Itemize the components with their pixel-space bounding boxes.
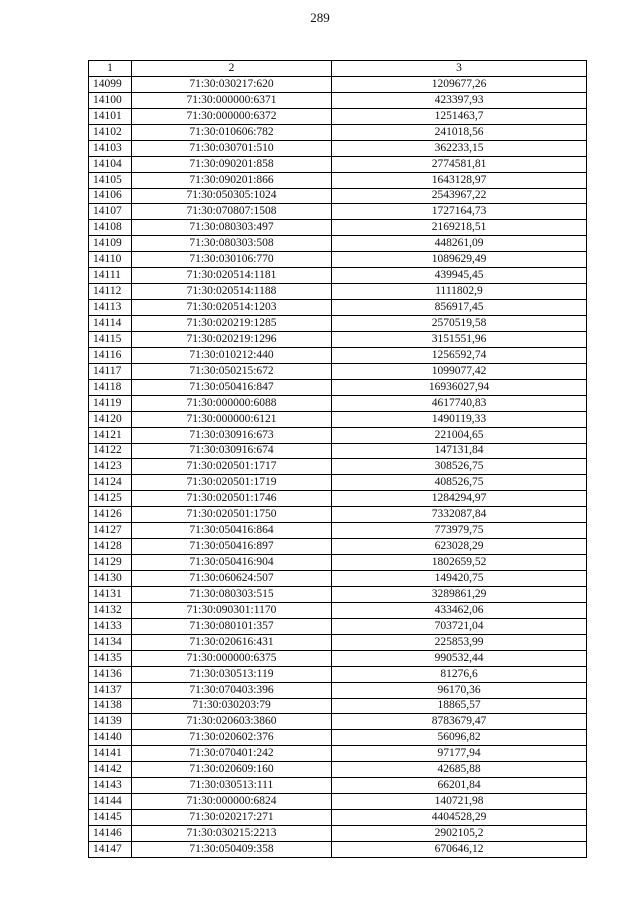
- cadastral-number-cell: 71:30:010606:782: [132, 124, 332, 140]
- table-row: [89, 236, 587, 252]
- row-number-cell: 14128: [89, 539, 132, 555]
- row-number-cell: 14133: [89, 618, 132, 634]
- table-row: [89, 140, 587, 156]
- value-cell: 4617740,83: [332, 395, 587, 411]
- row-number-cell: 14106: [89, 188, 132, 204]
- table-row: [89, 666, 587, 682]
- value-cell: 18865,57: [332, 698, 587, 714]
- row-number-cell: 14120: [89, 411, 132, 427]
- cadastral-number-cell: 71:30:080303:508: [132, 236, 332, 252]
- table-row: [89, 762, 587, 778]
- table-row: [89, 411, 587, 427]
- row-number-cell: 14129: [89, 555, 132, 571]
- table-row: [89, 331, 587, 347]
- cadastral-number-cell: 71:30:090301:1170: [132, 602, 332, 618]
- row-number-cell: 14130: [89, 571, 132, 587]
- row-number-cell: 14103: [89, 140, 132, 156]
- row-number-cell: 14107: [89, 204, 132, 220]
- value-cell: 1284294,97: [332, 491, 587, 507]
- cadastral-number-cell: 71:30:030701:510: [132, 140, 332, 156]
- value-cell: 1099077,42: [332, 363, 587, 379]
- row-number-cell: 14123: [89, 459, 132, 475]
- value-cell: 856917,45: [332, 300, 587, 316]
- header-row: [89, 61, 587, 77]
- value-cell: 1209677,26: [332, 76, 587, 92]
- table-row: [89, 618, 587, 634]
- cadastral-number-cell: 71:30:000000:6824: [132, 794, 332, 810]
- table-body: [89, 76, 587, 857]
- row-number-cell: 14111: [89, 268, 132, 284]
- value-cell: 362233,15: [332, 140, 587, 156]
- cadastral-number-cell: 71:30:030513:119: [132, 666, 332, 682]
- table-row: [89, 602, 587, 618]
- table-row: [89, 76, 587, 92]
- value-cell: 408526,75: [332, 475, 587, 491]
- cadastral-number-cell: 71:30:050416:904: [132, 555, 332, 571]
- table-row: [89, 379, 587, 395]
- value-cell: 1643128,97: [332, 172, 587, 188]
- row-number-cell: 14104: [89, 156, 132, 172]
- table-row: [89, 491, 587, 507]
- table-row: [89, 714, 587, 730]
- row-number-cell: 14118: [89, 379, 132, 395]
- row-number-cell: 14131: [89, 586, 132, 602]
- register-table: [88, 60, 587, 858]
- cadastral-number-cell: 71:30:020217:271: [132, 810, 332, 826]
- cadastral-number-cell: 71:30:050416:864: [132, 523, 332, 539]
- table-row: [89, 220, 587, 236]
- value-cell: 221004,65: [332, 427, 587, 443]
- cadastral-number-cell: 71:30:030215:2213: [132, 826, 332, 842]
- value-cell: 1490119,33: [332, 411, 587, 427]
- table-row: [89, 634, 587, 650]
- value-cell: 2902105,2: [332, 826, 587, 842]
- row-number-cell: 14119: [89, 395, 132, 411]
- value-cell: 225853,99: [332, 634, 587, 650]
- value-cell: 2570519,58: [332, 316, 587, 332]
- table-row: [89, 810, 587, 826]
- cadastral-number-cell: 71:30:000000:6088: [132, 395, 332, 411]
- cadastral-number-cell: 71:30:000000:6372: [132, 108, 332, 124]
- table-row: [89, 347, 587, 363]
- row-number-cell: 14126: [89, 507, 132, 523]
- value-cell: 42685,88: [332, 762, 587, 778]
- table-row: [89, 459, 587, 475]
- value-cell: 2543967,22: [332, 188, 587, 204]
- value-cell: 96170,36: [332, 682, 587, 698]
- value-cell: 1251463,7: [332, 108, 587, 124]
- value-cell: 2774581,81: [332, 156, 587, 172]
- table-header: [89, 61, 587, 77]
- value-cell: 97177,94: [332, 746, 587, 762]
- table-row: [89, 539, 587, 555]
- table-row: [89, 730, 587, 746]
- table-row: [89, 427, 587, 443]
- cadastral-number-cell: 71:30:080101:357: [132, 618, 332, 634]
- value-cell: 3289861,29: [332, 586, 587, 602]
- table-row: [89, 252, 587, 268]
- row-number-cell: 14137: [89, 682, 132, 698]
- table-row: [89, 586, 587, 602]
- table-row: [89, 300, 587, 316]
- value-cell: 4404528,29: [332, 810, 587, 826]
- value-cell: 1256592,74: [332, 347, 587, 363]
- value-cell: 308526,75: [332, 459, 587, 475]
- value-cell: 16936027,94: [332, 379, 587, 395]
- table-row: [89, 363, 587, 379]
- row-number-cell: 14146: [89, 826, 132, 842]
- row-number-cell: 14122: [89, 443, 132, 459]
- cadastral-number-cell: 71:30:090201:866: [132, 172, 332, 188]
- value-cell: 241018,56: [332, 124, 587, 140]
- value-cell: 670646,12: [332, 841, 587, 857]
- row-number-cell: 14100: [89, 92, 132, 108]
- row-number-cell: 14105: [89, 172, 132, 188]
- cadastral-number-cell: 71:30:020219:1296: [132, 331, 332, 347]
- row-number-cell: 14121: [89, 427, 132, 443]
- row-number-cell: 14099: [89, 76, 132, 92]
- cadastral-number-cell: 71:30:030203:79: [132, 698, 332, 714]
- cadastral-number-cell: 71:30:030916:673: [132, 427, 332, 443]
- table-row: [89, 746, 587, 762]
- table-row: [89, 108, 587, 124]
- column-header-1: 1: [89, 61, 132, 77]
- column-header-2: 2: [132, 61, 332, 77]
- value-cell: 448261,09: [332, 236, 587, 252]
- value-cell: 773979,75: [332, 523, 587, 539]
- row-number-cell: 14115: [89, 331, 132, 347]
- cadastral-number-cell: 71:30:050416:847: [132, 379, 332, 395]
- cadastral-number-cell: 71:30:000000:6375: [132, 650, 332, 666]
- cadastral-number-cell: 71:30:020514:1203: [132, 300, 332, 316]
- table-row: [89, 523, 587, 539]
- row-number-cell: 14102: [89, 124, 132, 140]
- value-cell: 2169218,51: [332, 220, 587, 236]
- row-number-cell: 14144: [89, 794, 132, 810]
- table-row: [89, 172, 587, 188]
- row-number-cell: 14138: [89, 698, 132, 714]
- cadastral-number-cell: 71:30:080303:497: [132, 220, 332, 236]
- value-cell: 623028,29: [332, 539, 587, 555]
- row-number-cell: 14140: [89, 730, 132, 746]
- value-cell: 3151551,96: [332, 331, 587, 347]
- cadastral-number-cell: 71:30:060624:507: [132, 571, 332, 587]
- cadastral-number-cell: 71:30:000000:6121: [132, 411, 332, 427]
- cadastral-number-cell: 71:30:020219:1285: [132, 316, 332, 332]
- row-number-cell: 14101: [89, 108, 132, 124]
- row-number-cell: 14136: [89, 666, 132, 682]
- cadastral-number-cell: 71:30:010212:440: [132, 347, 332, 363]
- value-cell: 1111802,9: [332, 284, 587, 300]
- table-row: [89, 204, 587, 220]
- row-number-cell: 14116: [89, 347, 132, 363]
- cadastral-number-cell: 71:30:050215:672: [132, 363, 332, 379]
- value-cell: 1802659,52: [332, 555, 587, 571]
- value-cell: 66201,84: [332, 778, 587, 794]
- cadastral-number-cell: 71:30:020603:3860: [132, 714, 332, 730]
- table-row: [89, 188, 587, 204]
- row-number-cell: 14135: [89, 650, 132, 666]
- row-number-cell: 14143: [89, 778, 132, 794]
- table-row: [89, 443, 587, 459]
- table-row: [89, 156, 587, 172]
- cadastral-number-cell: 71:30:030916:674: [132, 443, 332, 459]
- table-row: [89, 841, 587, 857]
- cadastral-number-cell: 71:30:020602:376: [132, 730, 332, 746]
- value-cell: 433462,06: [332, 602, 587, 618]
- value-cell: 8783679,47: [332, 714, 587, 730]
- row-number-cell: 14117: [89, 363, 132, 379]
- table-row: [89, 507, 587, 523]
- value-cell: 703721,04: [332, 618, 587, 634]
- row-number-cell: 14108: [89, 220, 132, 236]
- cadastral-number-cell: 71:30:020514:1188: [132, 284, 332, 300]
- table-row: [89, 571, 587, 587]
- value-cell: 439945,45: [332, 268, 587, 284]
- page-number: 289: [310, 10, 330, 25]
- table-row: [89, 92, 587, 108]
- value-cell: 1089629,49: [332, 252, 587, 268]
- cadastral-number-cell: 71:30:030106:770: [132, 252, 332, 268]
- table-row: [89, 778, 587, 794]
- table-row: [89, 794, 587, 810]
- row-number-cell: 14139: [89, 714, 132, 730]
- row-number-cell: 14124: [89, 475, 132, 491]
- column-header-3: 3: [332, 61, 587, 77]
- cadastral-number-cell: 71:30:020616:431: [132, 634, 332, 650]
- table-row: [89, 284, 587, 300]
- table-row: [89, 555, 587, 571]
- table-row: [89, 682, 587, 698]
- row-number-cell: 14132: [89, 602, 132, 618]
- table-row: [89, 698, 587, 714]
- table-row: [89, 268, 587, 284]
- cadastral-number-cell: 71:30:000000:6371: [132, 92, 332, 108]
- table-row: [89, 475, 587, 491]
- row-number-cell: 14113: [89, 300, 132, 316]
- table-row: [89, 316, 587, 332]
- cadastral-number-cell: 71:30:020501:1746: [132, 491, 332, 507]
- row-number-cell: 14145: [89, 810, 132, 826]
- table-row: [89, 395, 587, 411]
- cadastral-number-cell: 71:30:030217:620: [132, 76, 332, 92]
- cadastral-number-cell: 71:30:070807:1508: [132, 204, 332, 220]
- row-number-cell: 14141: [89, 746, 132, 762]
- value-cell: 140721,98: [332, 794, 587, 810]
- cadastral-number-cell: 71:30:080303:515: [132, 586, 332, 602]
- cadastral-number-cell: 71:30:030513:111: [132, 778, 332, 794]
- value-cell: 81276,6: [332, 666, 587, 682]
- row-number-cell: 14112: [89, 284, 132, 300]
- value-cell: 990532,44: [332, 650, 587, 666]
- row-number-cell: 14110: [89, 252, 132, 268]
- cadastral-number-cell: 71:30:050305:1024: [132, 188, 332, 204]
- table-row: [89, 826, 587, 842]
- row-number-cell: 14142: [89, 762, 132, 778]
- cadastral-number-cell: 71:30:020609:160: [132, 762, 332, 778]
- cadastral-number-cell: 71:30:050416:897: [132, 539, 332, 555]
- row-number-cell: 14114: [89, 316, 132, 332]
- table-row: [89, 650, 587, 666]
- row-number-cell: 14134: [89, 634, 132, 650]
- row-number-cell: 14127: [89, 523, 132, 539]
- value-cell: 7332087,84: [332, 507, 587, 523]
- cadastral-number-cell: 71:30:070401:242: [132, 746, 332, 762]
- cadastral-number-cell: 71:30:070403:396: [132, 682, 332, 698]
- cadastral-number-cell: 71:30:020501:1717: [132, 459, 332, 475]
- cadastral-number-cell: 71:30:020514:1181: [132, 268, 332, 284]
- row-number-cell: 14147: [89, 841, 132, 857]
- value-cell: 149420,75: [332, 571, 587, 587]
- row-number-cell: 14109: [89, 236, 132, 252]
- value-cell: 56096,82: [332, 730, 587, 746]
- cadastral-number-cell: 71:30:090201:858: [132, 156, 332, 172]
- cadastral-number-cell: 71:30:020501:1719: [132, 475, 332, 491]
- cadastral-number-cell: 71:30:050409:358: [132, 841, 332, 857]
- cadastral-number-cell: 71:30:020501:1750: [132, 507, 332, 523]
- table-row: [89, 124, 587, 140]
- row-number-cell: 14125: [89, 491, 132, 507]
- value-cell: 1727164,73: [332, 204, 587, 220]
- value-cell: 147131,84: [332, 443, 587, 459]
- value-cell: 423397,93: [332, 92, 587, 108]
